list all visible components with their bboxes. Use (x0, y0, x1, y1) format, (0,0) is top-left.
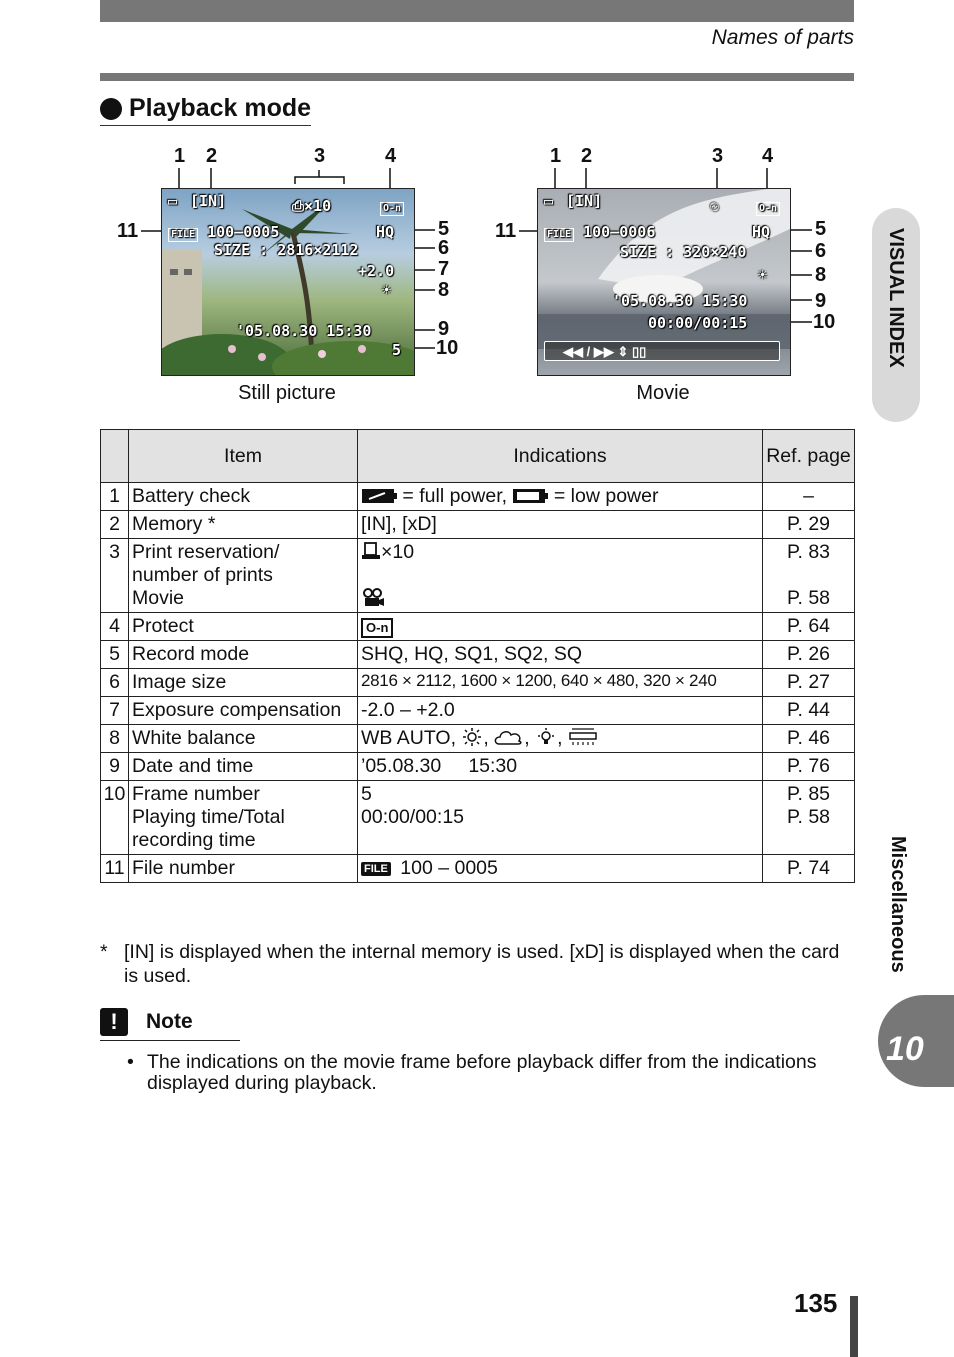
note-title: Note (146, 1010, 193, 1033)
battery-icon: ▭ (168, 192, 178, 210)
protect-icon: O-n (361, 618, 393, 638)
movie-caption: Movie (636, 382, 690, 404)
battery-low-icon (512, 487, 548, 505)
playing-time: 00:00/00:15 (648, 314, 748, 332)
table-row: 4 Protect O-n P. 64 (101, 613, 855, 641)
protect-icon: O-n (380, 197, 404, 216)
file-icon: FILE (361, 862, 391, 876)
still-figure (110, 140, 480, 410)
protect-icon: O-n (756, 197, 780, 216)
white-balance-icon: ☀ (382, 281, 392, 299)
callout-3: 3 (712, 145, 724, 167)
record-mode: HQ (376, 223, 395, 241)
callout-2: 2 (206, 145, 218, 167)
callout-7: 7 (438, 258, 450, 280)
movie-icon: ⚇ (710, 197, 720, 215)
still-screen (161, 188, 415, 376)
movie-icon (361, 587, 385, 607)
callout-5: 5 (438, 218, 450, 240)
sunny-icon (461, 727, 483, 747)
table-row: 7 Exposure compensation -2.0 – +2.0 P. 44 (101, 697, 855, 725)
callout-5: 5 (815, 218, 827, 240)
exposure-comp: +2.0 (358, 262, 395, 280)
print-icon: ⎙ (292, 197, 305, 215)
cloudy-icon (494, 727, 524, 747)
table-row: 6 Image size 2816 × 2112, 1600 × 1200, 640 × 480, 320 × 240 P. 27 (101, 669, 855, 697)
table-row: 2 Memory * [IN], [xD] P. 29 (101, 511, 855, 539)
battery-full-icon (361, 487, 397, 505)
callout-9: 9 (815, 290, 827, 312)
still-photo (162, 189, 414, 375)
battery-icon: ▭ (544, 192, 554, 210)
table-row: 11 File number FILE 100 – 0005 P. 74 (101, 855, 855, 883)
date-time: '05.08.30 15:30 (236, 322, 372, 340)
callout-1: 1 (550, 145, 562, 167)
table-row: 9 Date and time ’05.08.30 15:30 P. 76 (101, 753, 855, 781)
print-count: ⎙×10 (292, 197, 332, 215)
table-header-row (101, 430, 855, 483)
header-ref: Ref. page (763, 430, 855, 483)
tungsten-icon (535, 727, 557, 747)
file-number: FILE 100–0005 (168, 223, 279, 242)
callout-8: 8 (815, 264, 827, 286)
note-item: • The indications on the movie frame before playback differ from the indications displayed during playback. (127, 1051, 817, 1094)
callout-10: 10 (813, 311, 836, 333)
running-header: Names of parts (711, 26, 854, 49)
record-mode: HQ (752, 223, 771, 241)
callout-3: 3 (314, 145, 326, 167)
warning-icon: ! (100, 1008, 128, 1036)
header-indications: Indications (358, 430, 763, 483)
callout-6: 6 (815, 240, 827, 262)
footnote: * [IN] is displayed when the internal memory is used. [xD] is displayed when the card is used. (100, 941, 840, 987)
callout-8: 8 (438, 279, 450, 301)
callout-11: 11 (117, 220, 139, 242)
image-size: SIZE : 2816×2112 (214, 241, 359, 259)
section-title: Playback mode (129, 94, 312, 122)
header-blank (101, 430, 129, 483)
table-row: 10 Frame number Playing time/Total recording time 5 00:00/00:15 P. 85 P. 58 (101, 781, 855, 855)
image-size: SIZE : 320×240 (620, 243, 747, 261)
callout-2: 2 (581, 145, 593, 167)
white-balance-icon: ☀ (758, 266, 768, 284)
still-caption: Still picture (238, 382, 336, 404)
bullet-icon (100, 98, 122, 120)
memory-indicator: [IN] (566, 192, 603, 210)
callout-4: 4 (762, 145, 774, 167)
header-item: Item (129, 430, 358, 483)
callout-6: 6 (438, 237, 450, 259)
movie-screen (537, 188, 791, 376)
table-row: 1 Battery check = full power, = low power – (101, 483, 855, 511)
playback-controls: ◀◀ / ▶▶ ⇕ ▯▯ (544, 341, 780, 361)
callout-10: 10 (436, 337, 459, 359)
callout-1: 1 (174, 145, 186, 167)
fluorescent-icon (568, 727, 598, 747)
page-number: 135 (794, 1288, 838, 1318)
callout-4: 4 (385, 145, 397, 167)
print-icon (361, 541, 381, 561)
indications-table (100, 429, 855, 883)
callout-11: 11 (495, 220, 517, 242)
frame-number: 5 (392, 341, 402, 359)
movie-figure (488, 140, 858, 410)
tab-visual-index: VISUAL INDEX (872, 208, 920, 422)
top-bar (100, 0, 854, 22)
memory-indicator: [IN] (190, 192, 227, 210)
callout-9: 9 (438, 318, 450, 340)
page-bar (850, 1296, 858, 1357)
header-rule (100, 73, 854, 81)
table-row: 8 White balance WB AUTO, , , , P. 46 (101, 725, 855, 753)
date-time: '05.08.30 15:30 (612, 292, 748, 310)
note-heading (100, 1008, 240, 1041)
table-row: 3 Print reservation/ number of prints Movie ×10 P. 83 P. 58 (101, 539, 855, 613)
chapter-tab: 10 (878, 995, 954, 1087)
table-row: 5 Record mode SHQ, HQ, SQ1, SQ2, SQ P. 26 (101, 641, 855, 669)
tab-miscellaneous: Miscellaneous (887, 836, 909, 973)
file-number: FILE 100–0006 (544, 223, 655, 242)
section-heading (100, 94, 311, 126)
